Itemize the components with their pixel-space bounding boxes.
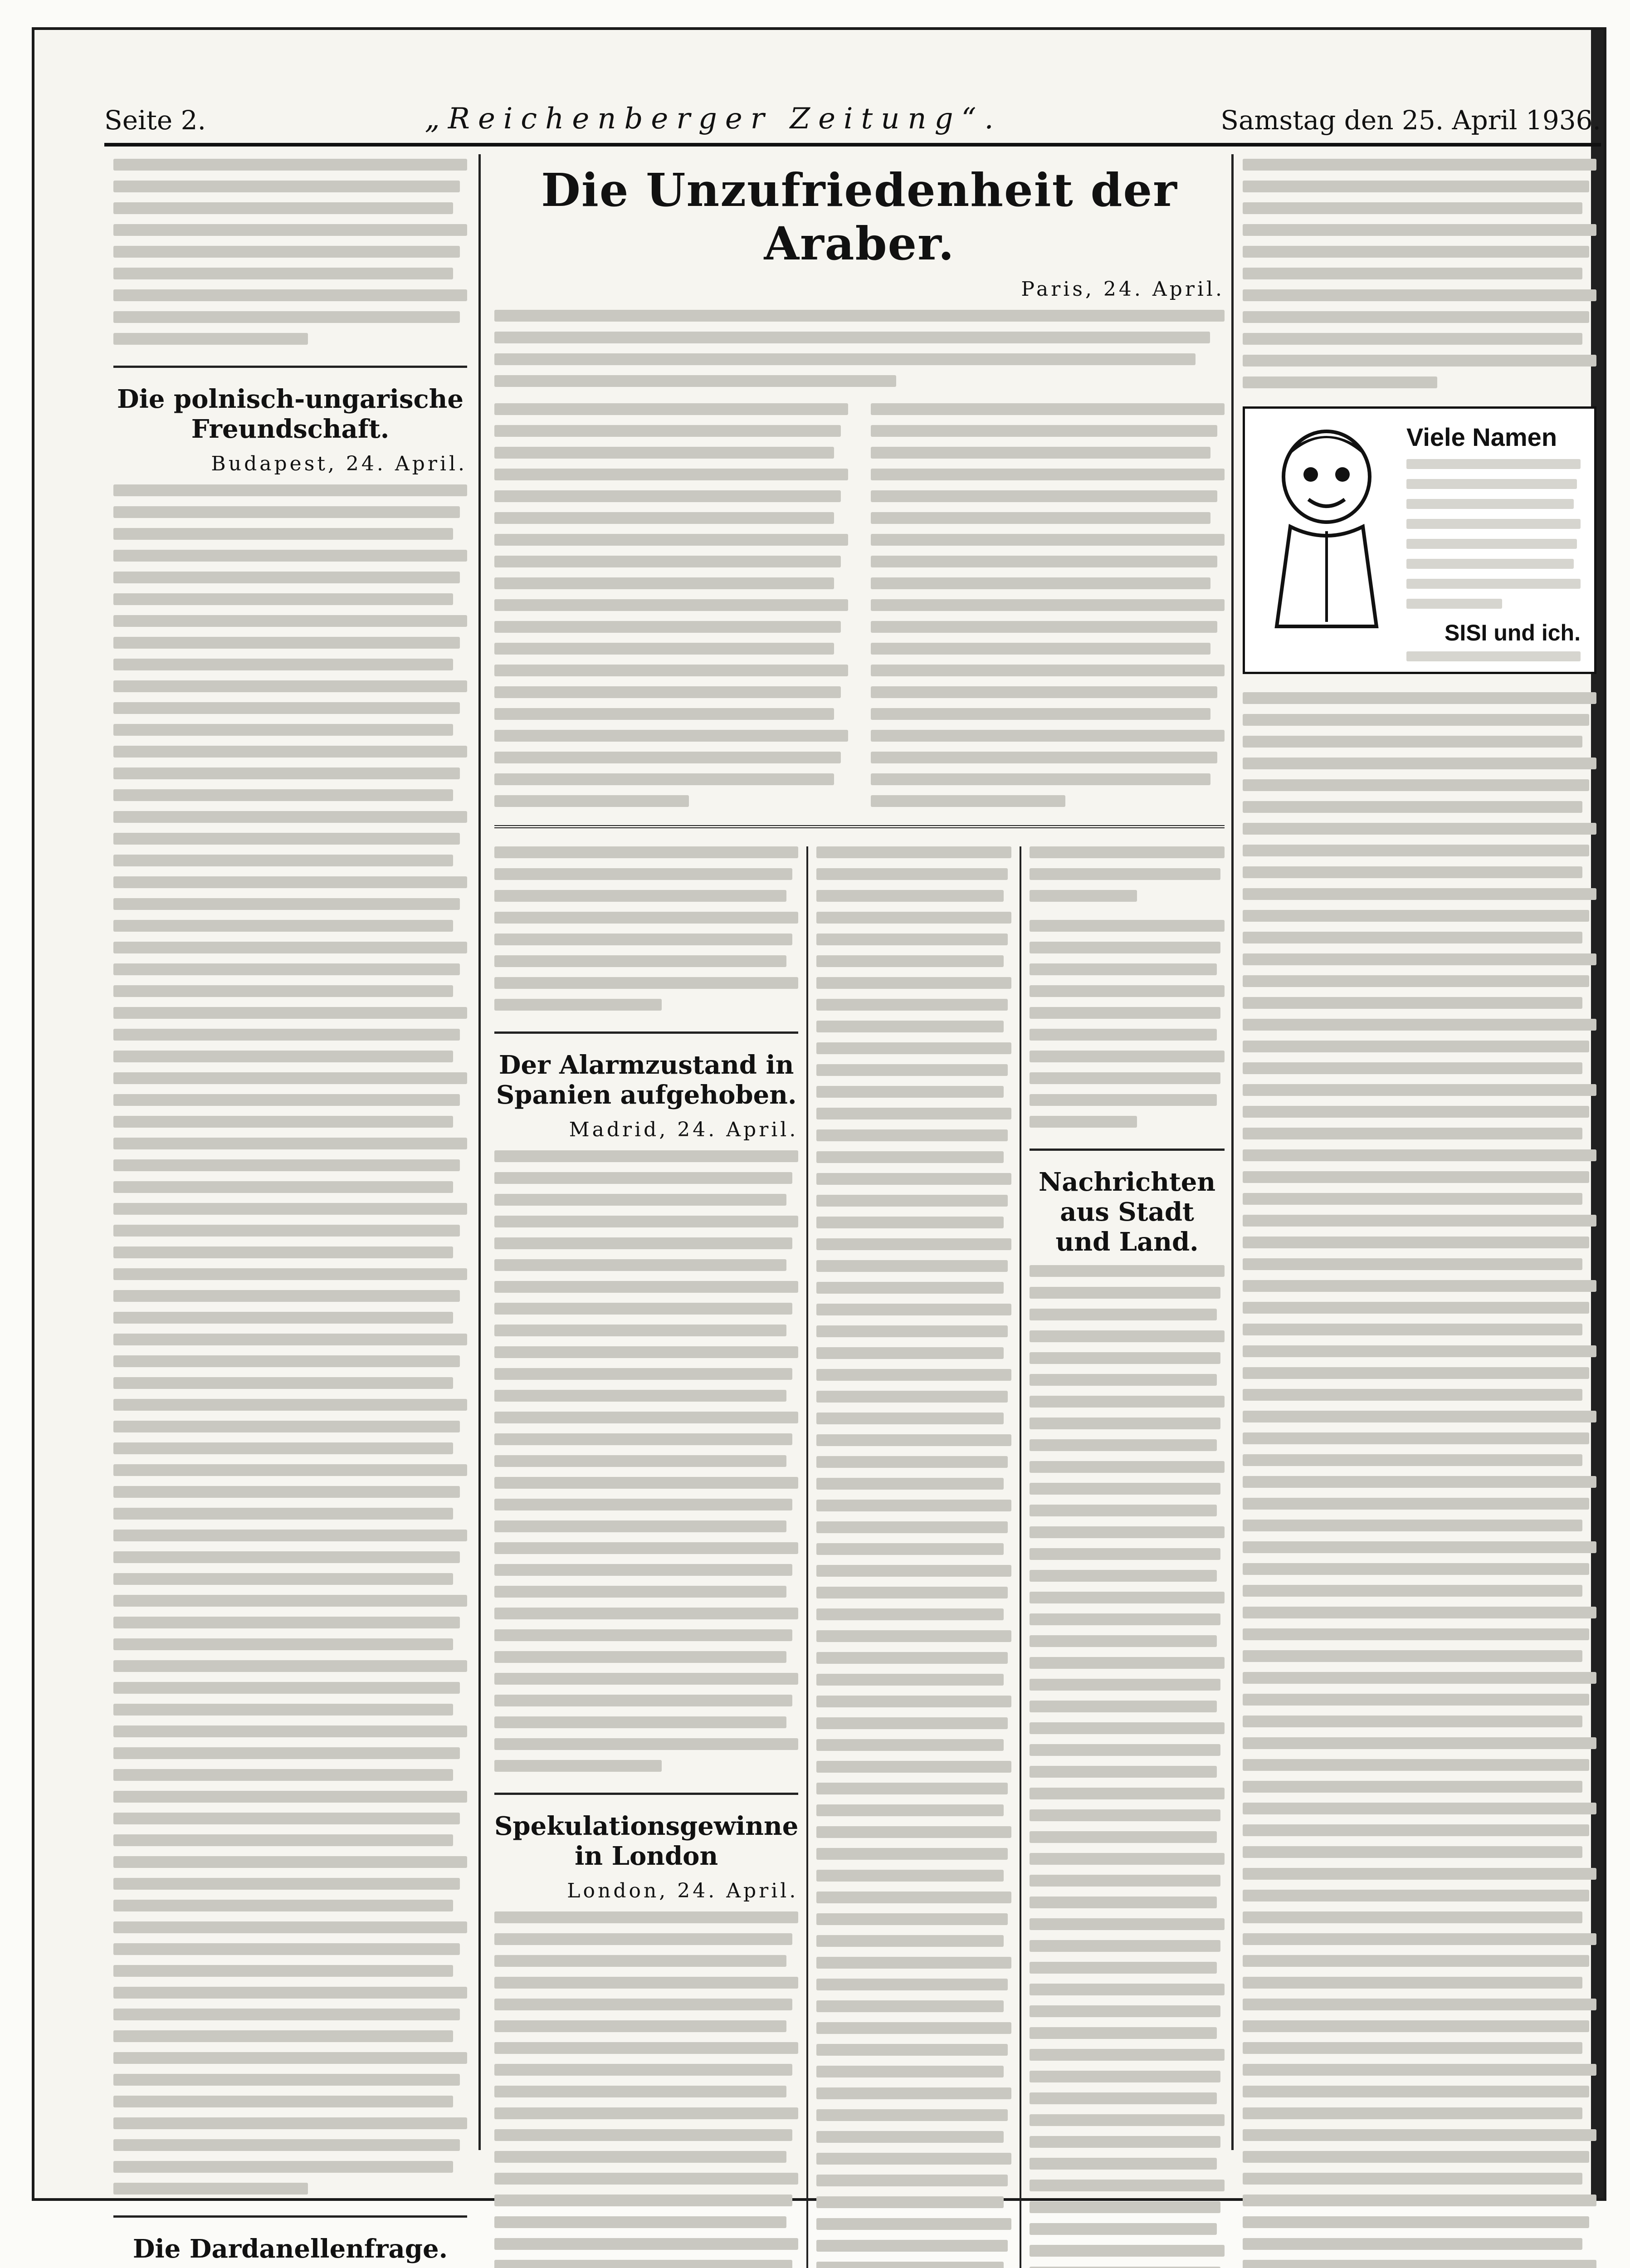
lead-headline: Die Unzufriedenheit der Araber. <box>541 163 1178 270</box>
article-headline: Der Alarmzustand in Spanien aufgehoben. <box>494 1031 798 1110</box>
ad-brand: SISI und ich. <box>1444 620 1581 645</box>
article-continuation-text <box>1030 846 1225 902</box>
article-dateline: Budapest, 24. April. <box>211 452 467 475</box>
article-body-text <box>1243 159 1596 388</box>
ad-title: Viele Namen <box>1406 423 1557 451</box>
lead-dateline: Paris, 24. April. <box>1021 278 1225 301</box>
article-dateline: Madrid, 24. April. <box>569 1118 799 1141</box>
ad-body-text <box>1406 459 1581 609</box>
column-right <box>1243 159 1596 2155</box>
article-headline: Die polnisch-ungarische Freundschaft. <box>113 366 467 444</box>
lower-articles <box>494 846 1225 2268</box>
lead-body-left <box>494 403 848 807</box>
article-headline: Die Dardanellenfrage. <box>113 2215 467 2264</box>
page-number: Seite 2. <box>104 105 206 136</box>
cartoon-figure-icon <box>1259 422 1395 631</box>
article-continuation-text <box>113 159 467 345</box>
article-body-text <box>1030 1265 1225 2268</box>
lead-body <box>494 403 1225 807</box>
column-left <box>113 159 467 2264</box>
subcolumn-2 <box>816 846 1011 2268</box>
column-rule <box>478 154 481 2150</box>
column-center <box>494 159 1225 2155</box>
newspaper-title: „Reichenberger Zeitung“. <box>425 102 1002 136</box>
advertisement <box>1243 406 1596 674</box>
lead-body-right <box>871 403 1225 807</box>
ad-text <box>1406 422 1581 658</box>
lead-intro-text <box>494 310 1225 387</box>
column-rule <box>1231 154 1234 2150</box>
issue-date: Samstag den 25. April 1936. <box>1220 105 1601 136</box>
article-continuation-text <box>494 846 798 1011</box>
masthead <box>104 75 1601 147</box>
article-body-text <box>113 484 467 2195</box>
lead-article <box>494 163 1225 828</box>
article-headline: Spekulationsgewinne in London <box>494 1793 798 1871</box>
article-dateline: London, 24. April. <box>567 1879 799 1902</box>
article-headline: Nachrichten aus Stadt und Land. <box>1030 1149 1225 1257</box>
article-body-text <box>494 1911 798 2268</box>
article-body-text <box>1243 692 1596 2268</box>
article-body-text <box>816 846 1011 2268</box>
ad-footer-text <box>1406 651 1581 661</box>
article-body-text <box>494 1150 798 1772</box>
subcolumn-3 <box>1030 846 1225 2268</box>
subcolumn-1 <box>494 846 798 2268</box>
article-body-text <box>1030 920 1225 1128</box>
